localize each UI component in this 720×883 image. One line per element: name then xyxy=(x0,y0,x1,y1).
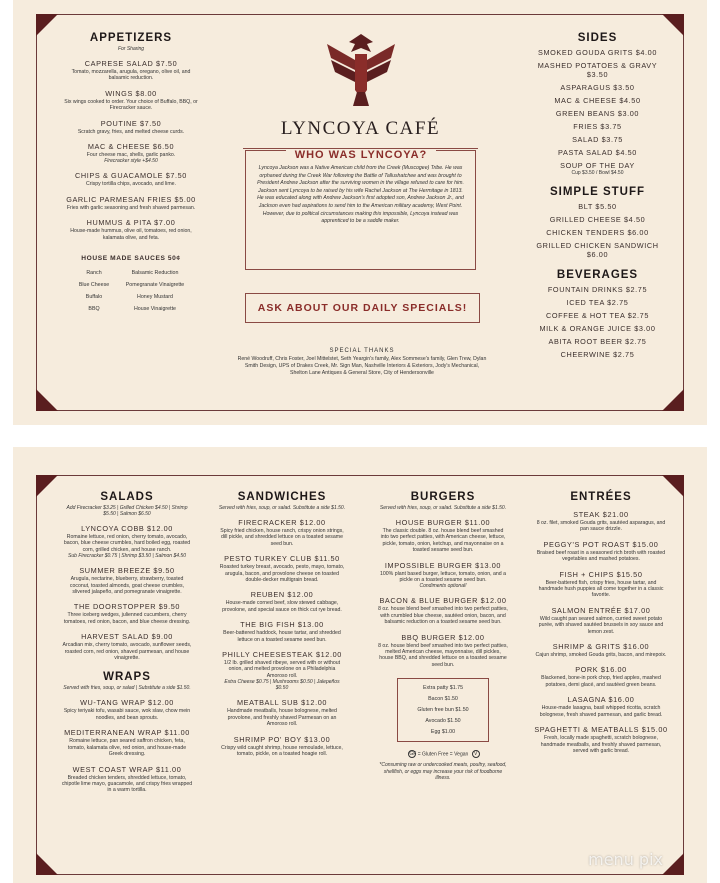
menu-item-description: House-made corned beef, slow stewed cabbage, provolone, and special sauce on thick cut rye bread. xyxy=(222,600,342,613)
menu-item xyxy=(61,602,193,625)
menu-item-name: HOUSE BURGER $11.00 xyxy=(395,518,491,527)
menu-item-name: SOUP OF THE DAY xyxy=(560,161,635,170)
menu-item-name: WINGS $8.00 xyxy=(105,88,157,98)
menu-item xyxy=(378,561,508,590)
menu-item xyxy=(218,620,346,643)
menu-item-description: 100% plant based burger, lettuce, tomato, onion, and a pickle on a toasted sesame seed bun. xyxy=(379,570,507,584)
menu-item-name: PESTO TURKEY CLUB $11.50 xyxy=(224,554,340,564)
menu-item-name: MEATBALL SUB $12.00 xyxy=(236,698,328,708)
section-title: SIDES xyxy=(577,32,618,44)
menu-item-description: Spicy teriyaki tofu, wasabi sauce, wok slaw, chow mein noodles, and bean sprouts. xyxy=(63,708,191,721)
menu-item-description: Crispy tortilla chips, avocado, and lime. xyxy=(86,181,176,188)
menu-item-name: BLT $5.50 xyxy=(578,202,617,211)
vegan-icon: V xyxy=(472,750,480,758)
menu-item-name: FISH + CHIPS $15.50 xyxy=(559,569,643,579)
menu-item xyxy=(218,554,346,583)
section-title: SALADS xyxy=(100,491,154,503)
menu-item-description: Cajun shrimp, smoked Gouda grits, bacon, and mirepoix. xyxy=(535,652,667,659)
menu-item-description: Fries with garlic seasoning and fresh shaved parmesan. xyxy=(66,204,196,211)
menu-item-description: Spicy fried chicken, house ranch, crispy onion strings, dill pickle, and shredded lettuce on a toasted sesame seed bun. xyxy=(220,528,344,547)
menu-item xyxy=(61,171,201,187)
menu-item-name: MASHED POTATOES & GRAVY $3.50 xyxy=(537,61,658,79)
section-title: APPETIZERS xyxy=(89,32,173,44)
menu-item-description: Crispy wild caught shrimp, house remoulade, lettuce, tomato, pickle, on a toasted hoagie roll. xyxy=(221,744,343,757)
menu-item-name: MILK & ORANGE JUICE $3.00 xyxy=(539,324,656,333)
menu-item-name: STEAK $21.00 xyxy=(573,510,629,519)
corner-ornament xyxy=(36,14,58,36)
thanks-title: SPECIAL THANKS xyxy=(329,348,395,354)
menu-item xyxy=(533,695,669,718)
menu-item-addon: Condiments optional! xyxy=(419,583,467,590)
menu-item xyxy=(61,218,201,241)
menu-item xyxy=(533,540,669,563)
section-title: BURGERS xyxy=(410,491,476,503)
menu-item-name: FRIES $3.75 xyxy=(573,122,622,131)
menu-item-description: The classic double. 8 oz. house blend beef smashed into two perfect patties, with American cheese, lettuce, pickle, tomato, onion, ketchup, and mayonnaise on a toasted sesame seed bun. xyxy=(380,528,506,554)
specials-text: ASK ABOUT OUR DAILY SPECIALS! xyxy=(257,302,468,314)
menu-item-description: House-made hummus, olive oil, tomatoes, red onion, kalamata olive, and feta. xyxy=(70,228,192,241)
menu-item-addon: Firecracker style +$4.50 xyxy=(104,158,158,165)
sauce-name: Balsamic Reduction xyxy=(131,270,179,277)
gluten-free-icon: GF xyxy=(409,751,417,758)
sauces-title: HOUSE MADE SAUCES 50¢ xyxy=(81,255,181,263)
menu-item-name: PORK $16.00 xyxy=(575,665,627,675)
menu-item-name: HUMMUS & PITA $7.00 xyxy=(86,218,176,228)
menu-item-description: Three iceberg wedges, julienned cucumbers, cherry tomatoes, red onion, bacon, and blue cheese dressing. xyxy=(63,612,191,625)
menu-item-description: Roasted turkey breast, avocado, pesto, mayo, tomato, arugula, bacon, and provolone cheese on toasted double-decker multigrain bread. xyxy=(219,564,345,584)
menu-item-description: Six wings cooked to order. Your choice of Buffalo, BBQ, or Firecracker sauce. xyxy=(64,98,198,112)
corner-ornament xyxy=(36,853,58,875)
burger-extra: Gluten free bun $1.50 xyxy=(417,707,469,714)
burger-extra: Bacon $1.50 xyxy=(428,696,458,703)
menu-item-name: PEGGY'S POT ROAST $15.00 xyxy=(543,539,659,549)
menu-item-description: Braised beef roast in a seasoned rich broth with roasted vegetables and mashed potatoes. xyxy=(536,549,666,563)
sauce-name: Blue Cheese xyxy=(78,282,110,289)
menu-item xyxy=(533,510,669,533)
sauce-name: BBQ xyxy=(88,306,100,313)
menu-item-name: IMPOSSIBLE BURGER $13.00 xyxy=(384,560,502,570)
sauce-name: House Vinaigrette xyxy=(133,306,176,313)
menu-item-name: SMOKED GOUDA GRITS $4.00 xyxy=(537,48,658,57)
menu-item-name: THE BIG FISH $13.00 xyxy=(240,620,324,630)
menu-item xyxy=(218,650,346,691)
menu-item-addon: Sub Firecracker $0.75 | Shrimp $3.50 | Salmon $4.50 xyxy=(68,553,186,560)
menu-item-name: GREEN BEANS $3.00 xyxy=(555,109,640,118)
menu-item xyxy=(61,524,193,559)
section-title: ENTRÉES xyxy=(570,491,632,503)
burger-extra: Egg $1.00 xyxy=(430,729,456,736)
menu-item-addon: Cup $3.50 / Bowl $4.50 xyxy=(571,170,624,176)
corner-ornament xyxy=(662,389,684,411)
menu-item-name: MEDITERRANEAN WRAP $11.00 xyxy=(64,728,190,738)
menu-item xyxy=(218,735,346,758)
menu-item xyxy=(61,698,193,721)
menu-item-description: Wild caught pan seared salmon, curried sweet potato purée, with shaved sautéed brussels in soy sauce and lemon zest. xyxy=(538,615,664,635)
menu-item-description: Four cheese mac, shells, garlic panko. xyxy=(86,152,176,159)
menu-item-description: Tomato, mozzarella, arugula, oregano, olive oil, and balsamic reduction. xyxy=(71,69,191,82)
menu-item-addon: Extra Cheese $0.75 | Mushrooms $0.50 | Jalepeños $0.50 xyxy=(224,679,340,692)
menu-item-name: MAC & CHEESE $4.50 xyxy=(554,96,641,105)
menu-item xyxy=(61,89,201,112)
menu-item xyxy=(61,59,201,82)
menu-item-name: SPAGHETTI & MEATBALLS $15.00 xyxy=(534,725,668,735)
menu-item-name: CHICKEN TENDERS $6.00 xyxy=(546,228,649,237)
eagle-logo-icon xyxy=(321,30,401,110)
menu-item-description: Blackened, bone-in pork chop, fried apples, mashed potatoes, demi glacé, and sautéed green beans. xyxy=(541,675,661,688)
burger-extra: Avocado $1.50 xyxy=(425,718,461,725)
menu-page-2 xyxy=(13,447,707,883)
menu-item-name: LYNCOYA COBB $12.00 xyxy=(81,524,173,533)
menu-item-name: FIRECRACKER $12.00 xyxy=(238,518,326,527)
menu-item-description: 8 oz. filet, smoked Gouda grits, sautéed asparagus, and pan sauce drizzle. xyxy=(536,520,666,533)
burgers-section xyxy=(378,491,508,782)
burger-extras-box xyxy=(397,678,489,742)
menu-item-name: PASTA SALAD $4.50 xyxy=(558,148,637,157)
menu-item-name: FOUNTAIN DRINKS $2.75 xyxy=(547,285,648,294)
story-box xyxy=(245,150,476,270)
section-title: SANDWICHES xyxy=(237,491,327,503)
section-subtitle: For Sharing xyxy=(117,46,145,52)
menu-item-name: SALMON ENTRÉE $17.00 xyxy=(551,605,651,615)
menu-item-name: CHEERWINE $2.75 xyxy=(560,350,635,359)
story-title: WHO WAS LYNCOYA? xyxy=(286,149,436,161)
menu-item-name: BACON & BLUE BURGER $12.00 xyxy=(379,596,507,606)
menu-item-name: SHRIMP & GRITS $16.00 xyxy=(552,642,650,652)
menu-item-description: Beer-battered fish, crispy fries, house tartar, and handmade hush puppies all come together in a classic favorite. xyxy=(538,579,664,599)
menu-item xyxy=(61,142,201,164)
section-subtitle: Add Firecracker $3.25 | Grilled Chicken $4.50 | Shrimp $5.50 | Salmon $6.50 xyxy=(66,505,188,517)
sauce-name: Buffalo xyxy=(85,294,103,301)
menu-item xyxy=(378,633,508,669)
sauce-name: Ranch xyxy=(86,270,102,277)
menu-item-description: Romaine lettuce, pan seared saffron chicken, feta, tomato, kalamata olive, red onion, and house-made Greek dressing. xyxy=(67,738,187,758)
menu-item xyxy=(533,606,669,635)
menu-item xyxy=(61,195,201,211)
menu-item-name: LASAGNA $16.00 xyxy=(567,695,635,705)
menu-item-name: THE DOORSTOPPER $9.50 xyxy=(73,602,181,612)
menu-item-name: WU-TANG WRAP $12.00 xyxy=(80,698,174,708)
menu-item xyxy=(218,590,346,613)
menu-item-description: Arcadian mix, cherry tomato, avocado, sunflower seeds, roasted corn, red onion, shaved parmesan, and house vinaigrette. xyxy=(62,642,192,662)
corner-ornament xyxy=(662,14,684,36)
corner-ornament xyxy=(36,389,58,411)
specials-box xyxy=(245,293,480,323)
section-title: SIMPLE STUFF xyxy=(549,186,646,198)
menu-item-name: ICED TEA $2.75 xyxy=(566,298,629,307)
disclaimer: *Consuming raw or undercooked meats, poultry, seafood, shellfish, or eggs may increase your risk of foodborne illness. xyxy=(379,762,507,782)
menu-item-name: ASPARAGUS $3.50 xyxy=(560,83,635,92)
menu-item-description: Breaded chicken tenders, shredded lettuce, tomato, chipotle lime mayo, guacamole, and crispy fries wrapped in a warm tortilla. xyxy=(61,774,193,794)
menu-item-description: House-made lasagna, basil whipped ricotta, scratch bolognese, fresh shaved parmesan, and garlic bread. xyxy=(539,705,663,718)
menu-item-name: POUTINE $7.50 xyxy=(100,118,162,128)
section-subtitle: Served with fries, soup, or salad | Substitute a side $1.50. xyxy=(63,685,191,692)
sauce-name: Honey Mustard xyxy=(137,294,173,301)
sauce-name: Pomegranate Vinaigrette xyxy=(125,282,185,289)
corner-ornament xyxy=(662,853,684,875)
menu-item xyxy=(378,596,508,625)
menu-item-name: CHIPS & GUACAMOLE $7.50 xyxy=(75,171,187,181)
watermark: menu pix xyxy=(588,850,663,869)
menu-item xyxy=(533,642,669,658)
thanks-section xyxy=(237,348,487,376)
menu-item xyxy=(533,725,669,754)
section-title: BEVERAGES xyxy=(556,269,639,281)
entrees-section xyxy=(533,491,669,754)
menu-item-description: Beer-battered haddock, house tartar, and shredded lettuce on a toasted sesame seed bun. xyxy=(223,630,341,643)
sauces-list xyxy=(61,270,201,312)
menu-item xyxy=(533,570,669,599)
section-title: WRAPS xyxy=(103,671,151,684)
menu-item xyxy=(218,518,346,547)
corner-ornament xyxy=(36,475,58,497)
menu-item-name: GARLIC PARMESAN FRIES $5.00 xyxy=(66,194,196,204)
story-text: Lyncoya Jackson was a Native American child from the Creek (Muscogee) Tribe. He was orphaned during the Creek War following the Battle of Tallushatchee and was brought to President Andrew Jackson after the surviving women in the village refused to care for him. Jackson sent Lyncoya to be raised by his wife Rachel Jackson at The Hermitage in 1813. He was educated along with Andrew Jackson's first adopted son, Andrew Jackson Jr., and Jackson even had aspirations to send him to the American military academy, West Point. However, due to political circumstances making this impossible, Lyncoya instead was apprenticed to be a saddle maker. xyxy=(257,165,464,225)
menu-item-name: SUMMER BREEZE $9.50 xyxy=(79,566,175,576)
appetizers-section xyxy=(61,32,201,312)
menu-item xyxy=(61,119,201,135)
menu-item-name: BBQ BURGER $12.00 xyxy=(401,632,485,642)
menu-item-name: SHRIMP PO' BOY $13.00 xyxy=(233,734,331,744)
menu-item-description: 8 oz. house blend beef smashed into two perfect patties, melted American cheese, mayonnaise, dill pickles, house BBQ, and shredded lettuce on a toasted sesame seed bun. xyxy=(378,642,508,668)
sandwiches-section xyxy=(218,491,346,757)
menu-item-name: CAPRESE SALAD $7.50 xyxy=(84,59,178,68)
section-subtitle: Served with fries, soup, or salad. Substitute a side $1.50. xyxy=(379,505,507,511)
diet-legend xyxy=(378,750,508,758)
menu-item xyxy=(218,698,346,727)
menu-item-description: Fresh, locally made spaghetti, scratch bolognese, handmade meatballs, and freshly shaved parmesan, served with garlic bread. xyxy=(540,735,662,754)
menu-item xyxy=(61,728,193,757)
burger-extra: Extra patty $1.75 xyxy=(422,685,464,692)
section-subtitle: Served with fries, soup, or salad. Substitute a side $1.50. xyxy=(218,505,346,511)
menu-item xyxy=(61,632,193,661)
menu-item xyxy=(378,518,508,554)
menu-item-name: PHILLY CHEESESTEAK $12.00 xyxy=(222,650,342,660)
menu-item-name: REUBEN $12.00 xyxy=(250,590,314,600)
center-section xyxy=(243,30,478,149)
menu-item xyxy=(61,765,193,794)
brand-title: LYNCOYA CAFÉ xyxy=(280,118,441,139)
thanks-text: René Woodruff, Chris Foster, Joel Mittelstet, Seth Yeargin's family, Alex Sommese's family, Glen Trew, Dylan Smith Design, UPS of Drakes Creek, Mr. Sign Man, Nashville Interiors & Exteriors, Jody's Mechanical, Shelton Lane Antiques & General Store, City of Hendersonville xyxy=(237,356,487,376)
right-column xyxy=(530,32,665,359)
menu-item-description: Scratch gravy, fries, and melted cheese curds. xyxy=(77,128,185,135)
menu-item-description: 8 oz. house blend beef smashed into two perfect patties, with crumbled blue cheese, sautéed onion, bacon, and balsamic reduction on a toasted sesame seed bun. xyxy=(378,606,508,626)
menu-item-description: Romaine lettuce, red onion, cherry tomato, avocado, bacon, blue cheese crumbles, hard boiled egg, roasted corn, grilled chicken, and house ranch. xyxy=(63,534,191,553)
menu-page-1 xyxy=(13,0,707,425)
menu-item-name: GRILLED CHICKEN SANDWICH $6.00 xyxy=(536,241,659,259)
menu-item-name: HARVEST SALAD $9.00 xyxy=(81,632,173,642)
menu-item-name: MAC & CHEESE $6.50 xyxy=(87,142,175,152)
legend-text: = Gluten Free = Vegan xyxy=(417,751,469,758)
menu-item-name: COFFEE & HOT TEA $2.75 xyxy=(546,311,649,320)
menu-item-description: Arugula, nectarine, blueberry, strawberry, toasted coconut, toasted almonds, goat cheese crumbles, slivered jalapeño, and pomegranate vinaigrette. xyxy=(69,576,185,596)
menu-item-name: SALAD $3.75 xyxy=(572,135,623,144)
menu-item-name: ABITA ROOT BEER $2.75 xyxy=(548,337,647,346)
menu-item xyxy=(61,566,193,595)
menu-item-description: Handmade meatballs, house bolognese, melted provolone, and freshly shaved Parmesan on an Amoroso roll. xyxy=(227,708,337,728)
menu-item-description: 1/2 lb. grilled shaved ribeye, served with or without onion, and melted provolone on a Philadelphia Amoroso roll. xyxy=(223,660,341,679)
salads-section xyxy=(61,491,193,794)
menu-item xyxy=(533,665,669,688)
menu-item-name: GRILLED CHEESE $4.50 xyxy=(549,215,646,224)
menu-item-name: WEST COAST WRAP $11.00 xyxy=(72,764,182,774)
